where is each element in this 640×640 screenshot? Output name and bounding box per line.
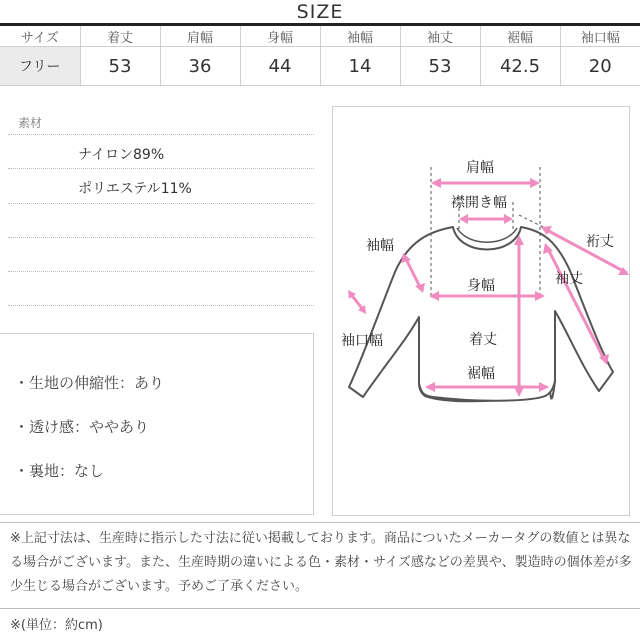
header-sleeve-width: 袖幅 (320, 26, 400, 47)
label-sleeve-width: 袖幅 (366, 238, 394, 254)
size-table-row (0, 47, 640, 86)
value-body-width: 44 (240, 47, 320, 86)
label-shoulder: 肩幅 (466, 160, 494, 176)
header-hem: 裾幅 (480, 26, 560, 47)
size-title: SIZE (296, 1, 344, 23)
feature-stretch: ・生地の伸縮性：あり (14, 374, 165, 392)
size-table (0, 26, 640, 86)
sleeve-length-arrowhead (543, 243, 553, 254)
neck-arrowhead (504, 214, 513, 224)
size-table-header-row (0, 26, 640, 47)
header-sleeve-length: 袖丈 (400, 26, 480, 47)
material-divider (8, 134, 314, 135)
measurement-diagram (332, 106, 630, 516)
features-box (0, 333, 314, 515)
header-body-width: 身幅 (240, 26, 320, 47)
value-sleeve-width: 14 (320, 47, 400, 86)
material-item: ポリエステル11% (78, 181, 192, 197)
header-size: サイズ (0, 26, 80, 47)
body-width-arrowhead (429, 291, 439, 301)
value-length: 53 (80, 47, 160, 86)
material-divider (8, 237, 314, 238)
shoulder-arrowhead (530, 178, 540, 188)
neck-arrowhead (459, 214, 468, 224)
shoulder-arrowhead (431, 178, 441, 188)
body-width-arrowhead (535, 291, 545, 301)
value-shoulder: 36 (160, 47, 240, 86)
note-divider (0, 608, 640, 609)
sleeve-width-arrow (405, 257, 421, 289)
label-hem: 裾幅 (467, 366, 495, 382)
value-cuff: 20 (560, 47, 640, 86)
neckline (457, 228, 517, 242)
note-divider (0, 522, 640, 523)
material-label: 素材 (18, 116, 43, 130)
length-arrowhead (514, 235, 524, 245)
label-cuff: 袖口幅 (341, 333, 383, 349)
label-sleeve-length: 袖丈 (555, 271, 583, 287)
material-divider (8, 271, 314, 272)
material-item: ナイロン89% (78, 147, 165, 163)
label-neck: 襟開き幅 (451, 195, 507, 211)
header-shoulder: 肩幅 (160, 26, 240, 47)
header-cuff: 袖口幅 (560, 26, 640, 47)
value-hem: 42.5 (480, 47, 560, 86)
material-divider (8, 168, 314, 169)
size-free-label: フリー (0, 47, 80, 86)
value-sleeve-length: 53 (400, 47, 480, 86)
sleeve-width-arrowhead (415, 283, 425, 293)
disclaimer-note: ※上記寸法は、生産時に指示した寸法に従い掲載しております。商品についたメーカータグの数値とは異なる場合がございます。また、生産時期の違いによる色・素材・サイズ感などの差異や、製造時の個体差が多少生じる場合がございます。予めご了承ください。 (10, 531, 632, 594)
unit-note: ※(単位：約cm) (10, 618, 103, 633)
header-length: 着丈 (80, 26, 160, 47)
yuki-guide (519, 215, 543, 227)
label-body-width: 身幅 (467, 278, 495, 294)
material-divider (8, 305, 314, 306)
label-yuki: 裄丈 (586, 234, 614, 250)
feature-sheer: ・透け感：ややあり (14, 418, 150, 436)
hem-correction (419, 381, 555, 401)
material-divider (8, 203, 314, 204)
label-length: 着丈 (469, 332, 497, 348)
feature-lining: ・裏地：なし (14, 462, 105, 480)
